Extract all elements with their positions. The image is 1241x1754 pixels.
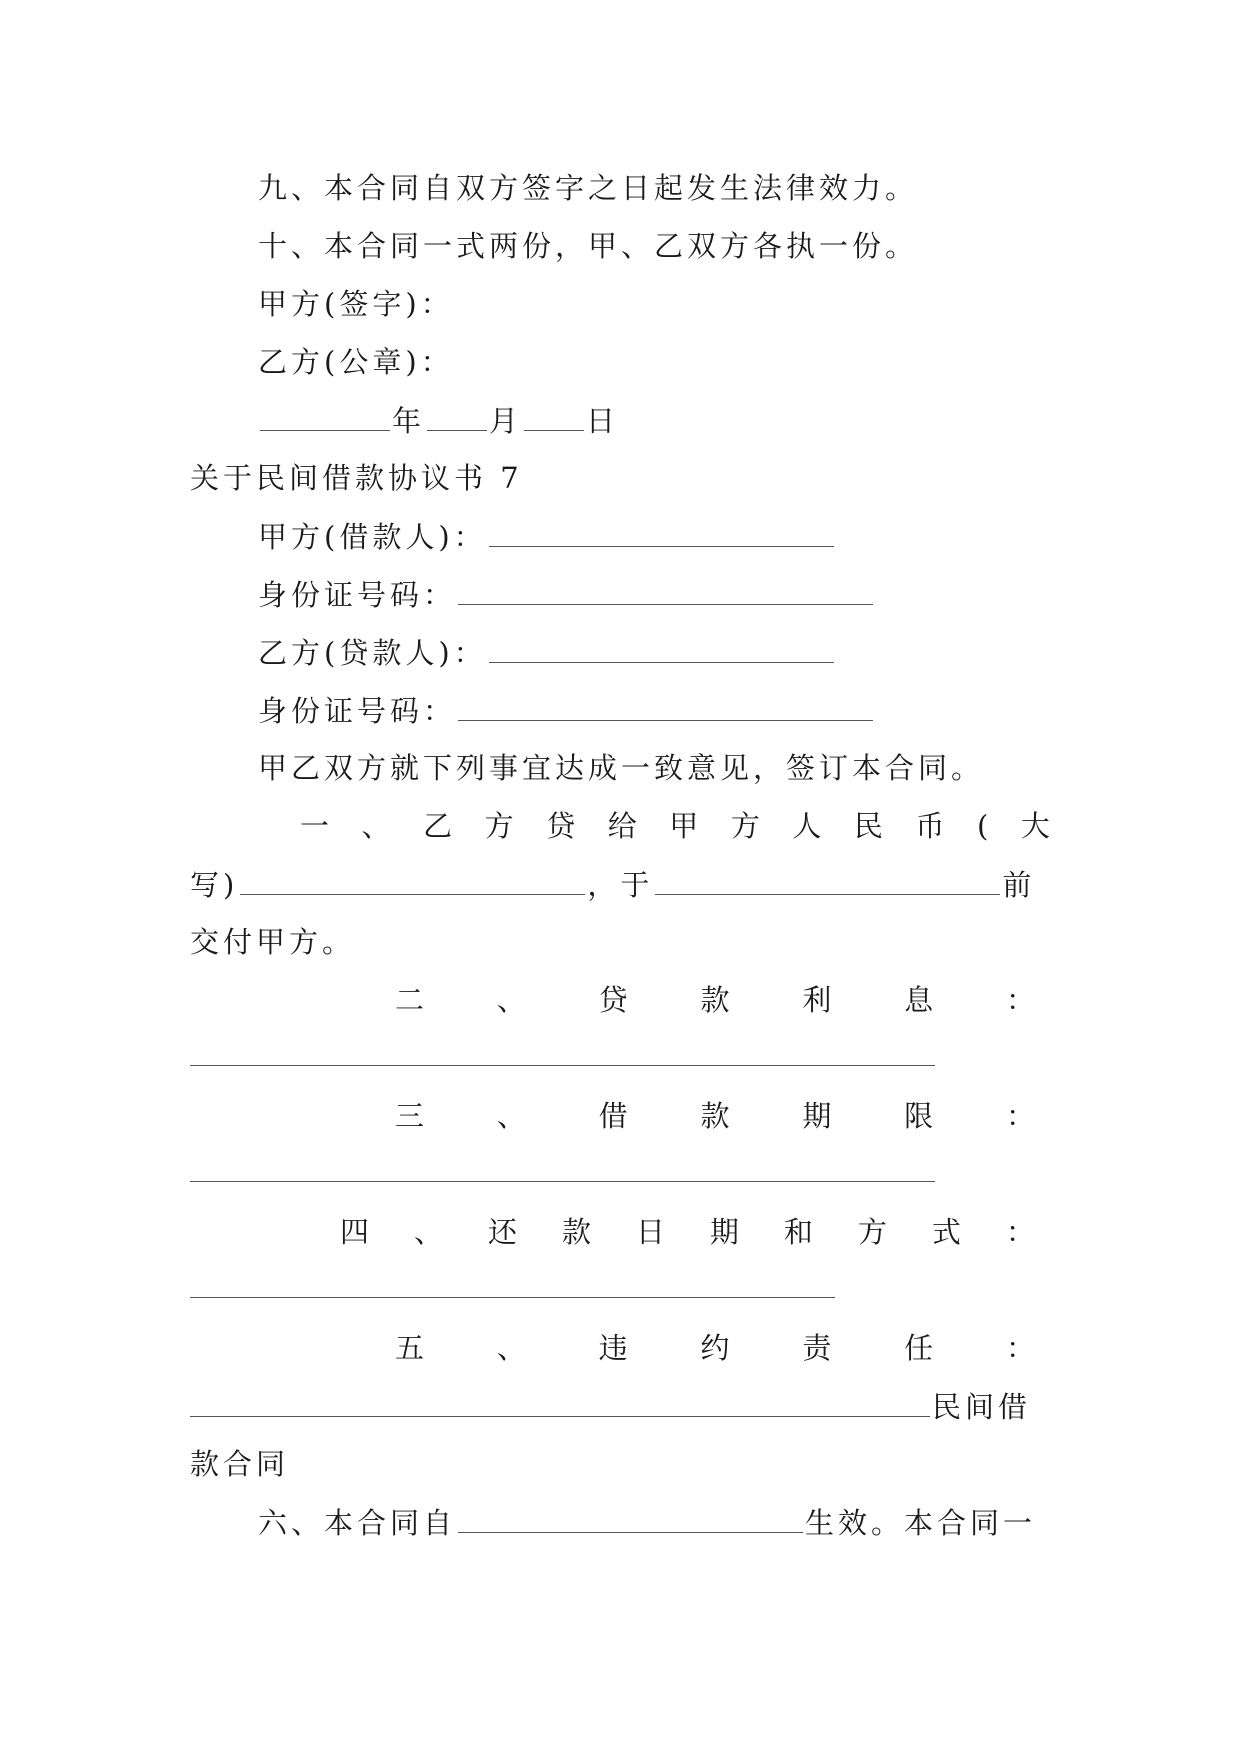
clause-4-char: 、 bbox=[413, 1215, 443, 1249]
clause-5-line-3: 款合同 bbox=[190, 1447, 290, 1481]
party-b-label: 乙方(贷款人)： bbox=[258, 636, 487, 670]
clause-1-char: ( bbox=[977, 809, 989, 843]
year-label: 年 bbox=[392, 404, 426, 438]
party-a-label: 甲方(借款人)： bbox=[258, 520, 487, 554]
clause-1-char: 大 bbox=[1020, 809, 1050, 843]
clause-1-line-1 bbox=[300, 806, 1050, 846]
clause-1-char: 乙 bbox=[423, 809, 453, 843]
clause-4-char: 日 bbox=[635, 1215, 665, 1249]
clause-1-char: 币 bbox=[915, 809, 945, 843]
clause-1-char: 民 bbox=[853, 809, 883, 843]
clause-5-char: 责 bbox=[802, 1331, 832, 1365]
party-b-id-label: 身份证号码： bbox=[258, 694, 457, 728]
clause-4-char: 方 bbox=[857, 1215, 887, 1249]
clause-1-date-label: ，于 bbox=[587, 868, 654, 902]
clause-6-end: 生效。本合同一 bbox=[805, 1506, 1037, 1540]
clause-1-char: 一 bbox=[300, 809, 330, 843]
clause-1-char: 方 bbox=[484, 809, 514, 843]
date-line bbox=[258, 400, 619, 440]
clause-4-char: 款 bbox=[561, 1215, 591, 1249]
clause-1-char: 方 bbox=[730, 809, 760, 843]
clause-4-heading bbox=[340, 1212, 1035, 1252]
clause-1-char: 给 bbox=[607, 809, 637, 843]
clause-3-char: 款 bbox=[700, 1099, 730, 1133]
clause-1-char: 甲 bbox=[669, 809, 699, 843]
party-a-id-label: 身份证号码： bbox=[258, 578, 457, 612]
clause-3-heading bbox=[395, 1096, 1035, 1136]
year-blank bbox=[260, 400, 390, 431]
clause-2-char: 息 bbox=[904, 983, 934, 1017]
clause-4-char: 和 bbox=[783, 1215, 813, 1249]
party-b-blank bbox=[489, 632, 834, 663]
clause-5-char: ： bbox=[1005, 1331, 1035, 1365]
clause-5-char: 任 bbox=[904, 1331, 934, 1365]
clause-4-char: 式 bbox=[931, 1215, 961, 1249]
clause-2-char: 贷 bbox=[598, 983, 628, 1017]
clause-2-char: ： bbox=[1005, 983, 1035, 1017]
party-a-id-line bbox=[258, 574, 875, 614]
clause-3-char: ： bbox=[1005, 1099, 1035, 1133]
clause-1-char: 贷 bbox=[546, 809, 576, 843]
clause-2-char: 款 bbox=[700, 983, 730, 1017]
clause-9: 九、本合同自双方签字之日起发生法律效力。 bbox=[258, 171, 919, 205]
interest-blank bbox=[190, 1065, 935, 1066]
day-label: 日 bbox=[586, 404, 620, 438]
party-b-seal-label: 乙方(公章)： bbox=[258, 345, 454, 379]
clause-1-char: 、 bbox=[361, 809, 391, 843]
day-blank bbox=[524, 400, 584, 431]
clause-2-char: 二 bbox=[395, 983, 425, 1017]
effective-date-blank bbox=[458, 1502, 803, 1533]
party-b-id-line bbox=[258, 690, 875, 730]
clause-2-char: 利 bbox=[802, 983, 832, 1017]
document-title: 关于民间借款协议书 7 bbox=[190, 461, 523, 495]
amount-blank bbox=[240, 864, 585, 895]
party-a-signature-label: 甲方(签字)： bbox=[258, 287, 454, 321]
clause-5-tail: 民间借 bbox=[932, 1390, 1032, 1424]
clause-1-char: 人 bbox=[792, 809, 822, 843]
clause-5-char: 违 bbox=[598, 1331, 628, 1365]
clause-2-char: 、 bbox=[496, 983, 526, 1017]
clause-1-amount-label: 写) bbox=[190, 868, 239, 902]
month-blank bbox=[427, 400, 487, 431]
clause-5-char: 五 bbox=[395, 1331, 425, 1365]
clause-5-line-2 bbox=[190, 1386, 1031, 1426]
clause-4-char: 期 bbox=[709, 1215, 739, 1249]
clause-5-char: 、 bbox=[496, 1331, 526, 1365]
clause-5-char: 约 bbox=[700, 1331, 730, 1365]
clause-2-heading bbox=[395, 980, 1035, 1020]
clause-3-char: 、 bbox=[496, 1099, 526, 1133]
clause-3-char: 期 bbox=[802, 1099, 832, 1133]
intro-text: 甲乙双方就下列事宜达成一致意见，签订本合同。 bbox=[258, 751, 985, 785]
clause-4-char: ： bbox=[1005, 1215, 1035, 1249]
party-a-line bbox=[258, 516, 836, 556]
month-label: 月 bbox=[489, 404, 523, 438]
loan-term-blank bbox=[190, 1181, 935, 1182]
clause-1-before-label: 前 bbox=[1002, 868, 1036, 902]
clause-1-line-3: 交付甲方。 bbox=[190, 925, 356, 959]
clause-3-char: 借 bbox=[598, 1099, 628, 1133]
clause-10: 十、本合同一式两份，甲、乙双方各执一份。 bbox=[258, 229, 919, 263]
clause-3-char: 三 bbox=[395, 1099, 425, 1133]
party-b-line bbox=[258, 632, 836, 672]
party-b-id-blank bbox=[458, 690, 873, 721]
clause-5-heading bbox=[395, 1328, 1035, 1368]
clause-6-start: 六、本合同自 bbox=[258, 1506, 457, 1540]
repayment-blank bbox=[190, 1297, 835, 1298]
clause-1-line-2 bbox=[190, 864, 1035, 904]
breach-blank bbox=[190, 1386, 930, 1417]
delivery-date-blank bbox=[655, 864, 1000, 895]
clause-3-char: 限 bbox=[904, 1099, 934, 1133]
clause-4-char: 还 bbox=[487, 1215, 517, 1249]
party-a-id-blank bbox=[458, 574, 873, 605]
party-a-blank bbox=[489, 516, 834, 547]
clause-4-char: 四 bbox=[340, 1215, 370, 1249]
clause-6-line bbox=[258, 1502, 1036, 1542]
